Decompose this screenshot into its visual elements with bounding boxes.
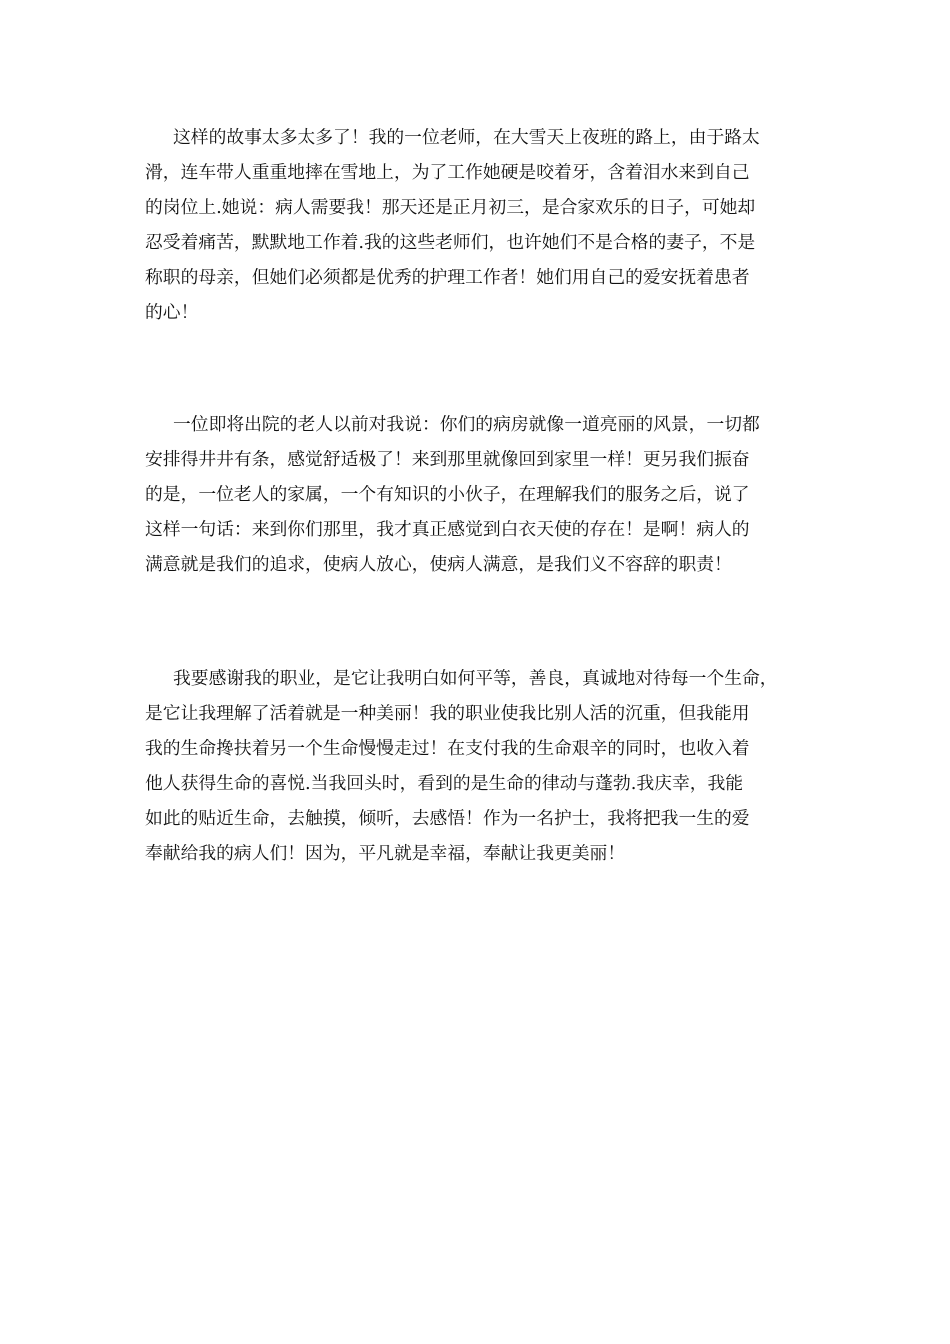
paragraph-line: 滑，连车带人重重地摔在雪地上，为了工作她硬是咬着牙，含着泪水来到自己 (145, 162, 750, 183)
paragraph-line: 这样的故事太多太多了！我的一位老师，在大雪天上夜班的路上，由于路太 (173, 127, 760, 148)
paragraph-line: 我的生命搀扶着另一个生命慢慢走过！在支付我的生命艰辛的同时，也收入着 (145, 738, 750, 759)
paragraph-line: 奉献给我的病人们！因为，平凡就是幸福，奉献让我更美丽！ (145, 843, 626, 864)
paragraph-line: 一位即将出院的老人以前对我说：你们的病房就像一道亮丽的风景，一切都 (173, 414, 760, 435)
paragraph-line: 的岗位上.她说：病人需要我！那天还是正月初三，是合家欢乐的日子，可她却 (145, 197, 756, 218)
paragraph-line: 这样一句话：来到你们那里，我才真正感觉到白衣天使的存在！是啊！病人的 (145, 519, 750, 540)
paragraph-line: 他人获得生命的喜悦.当我回头时，看到的是生命的律动与蓬勃.我庆幸，我能 (145, 773, 744, 794)
paragraph-line: 称职的母亲，但她们必须都是优秀的护理工作者！她们用自己的爱安抚着患者 (145, 267, 750, 288)
paragraph-gratitude (145, 661, 815, 871)
paragraph-line: 的是，一位老人的家属，一个有知识的小伙子，在理解我们的服务之后，说了 (145, 484, 750, 505)
paragraph-line: 满意就是我们的追求，使病人放心，使病人满意，是我们义不容辞的职责！ (145, 554, 732, 575)
paragraph-line: 我要感谢我的职业，是它让我明白如何平等，善良，真诚地对待每一个生命， (173, 668, 778, 689)
paragraph-line: 的心！ (145, 302, 199, 323)
paragraph-teacher-story (145, 120, 815, 330)
paragraph-line: 是它让我理解了活着就是一种美丽！我的职业使我比别人活的沉重，但我能用 (145, 703, 750, 724)
paragraph-line: 忍受着痛苦，默默地工作着.我的这些老师们，也许她们不是合格的妻子，不是 (145, 232, 756, 253)
paragraph-line: 安排得井井有条，感觉舒适极了！来到那里就像回到家里一样！更另我们振奋 (145, 449, 750, 470)
paragraph-line: 如此的贴近生命，去触摸，倾听，去感悟！作为一名护士，我将把我一生的爱 (145, 808, 750, 829)
paragraph-patient-feedback (145, 407, 815, 582)
